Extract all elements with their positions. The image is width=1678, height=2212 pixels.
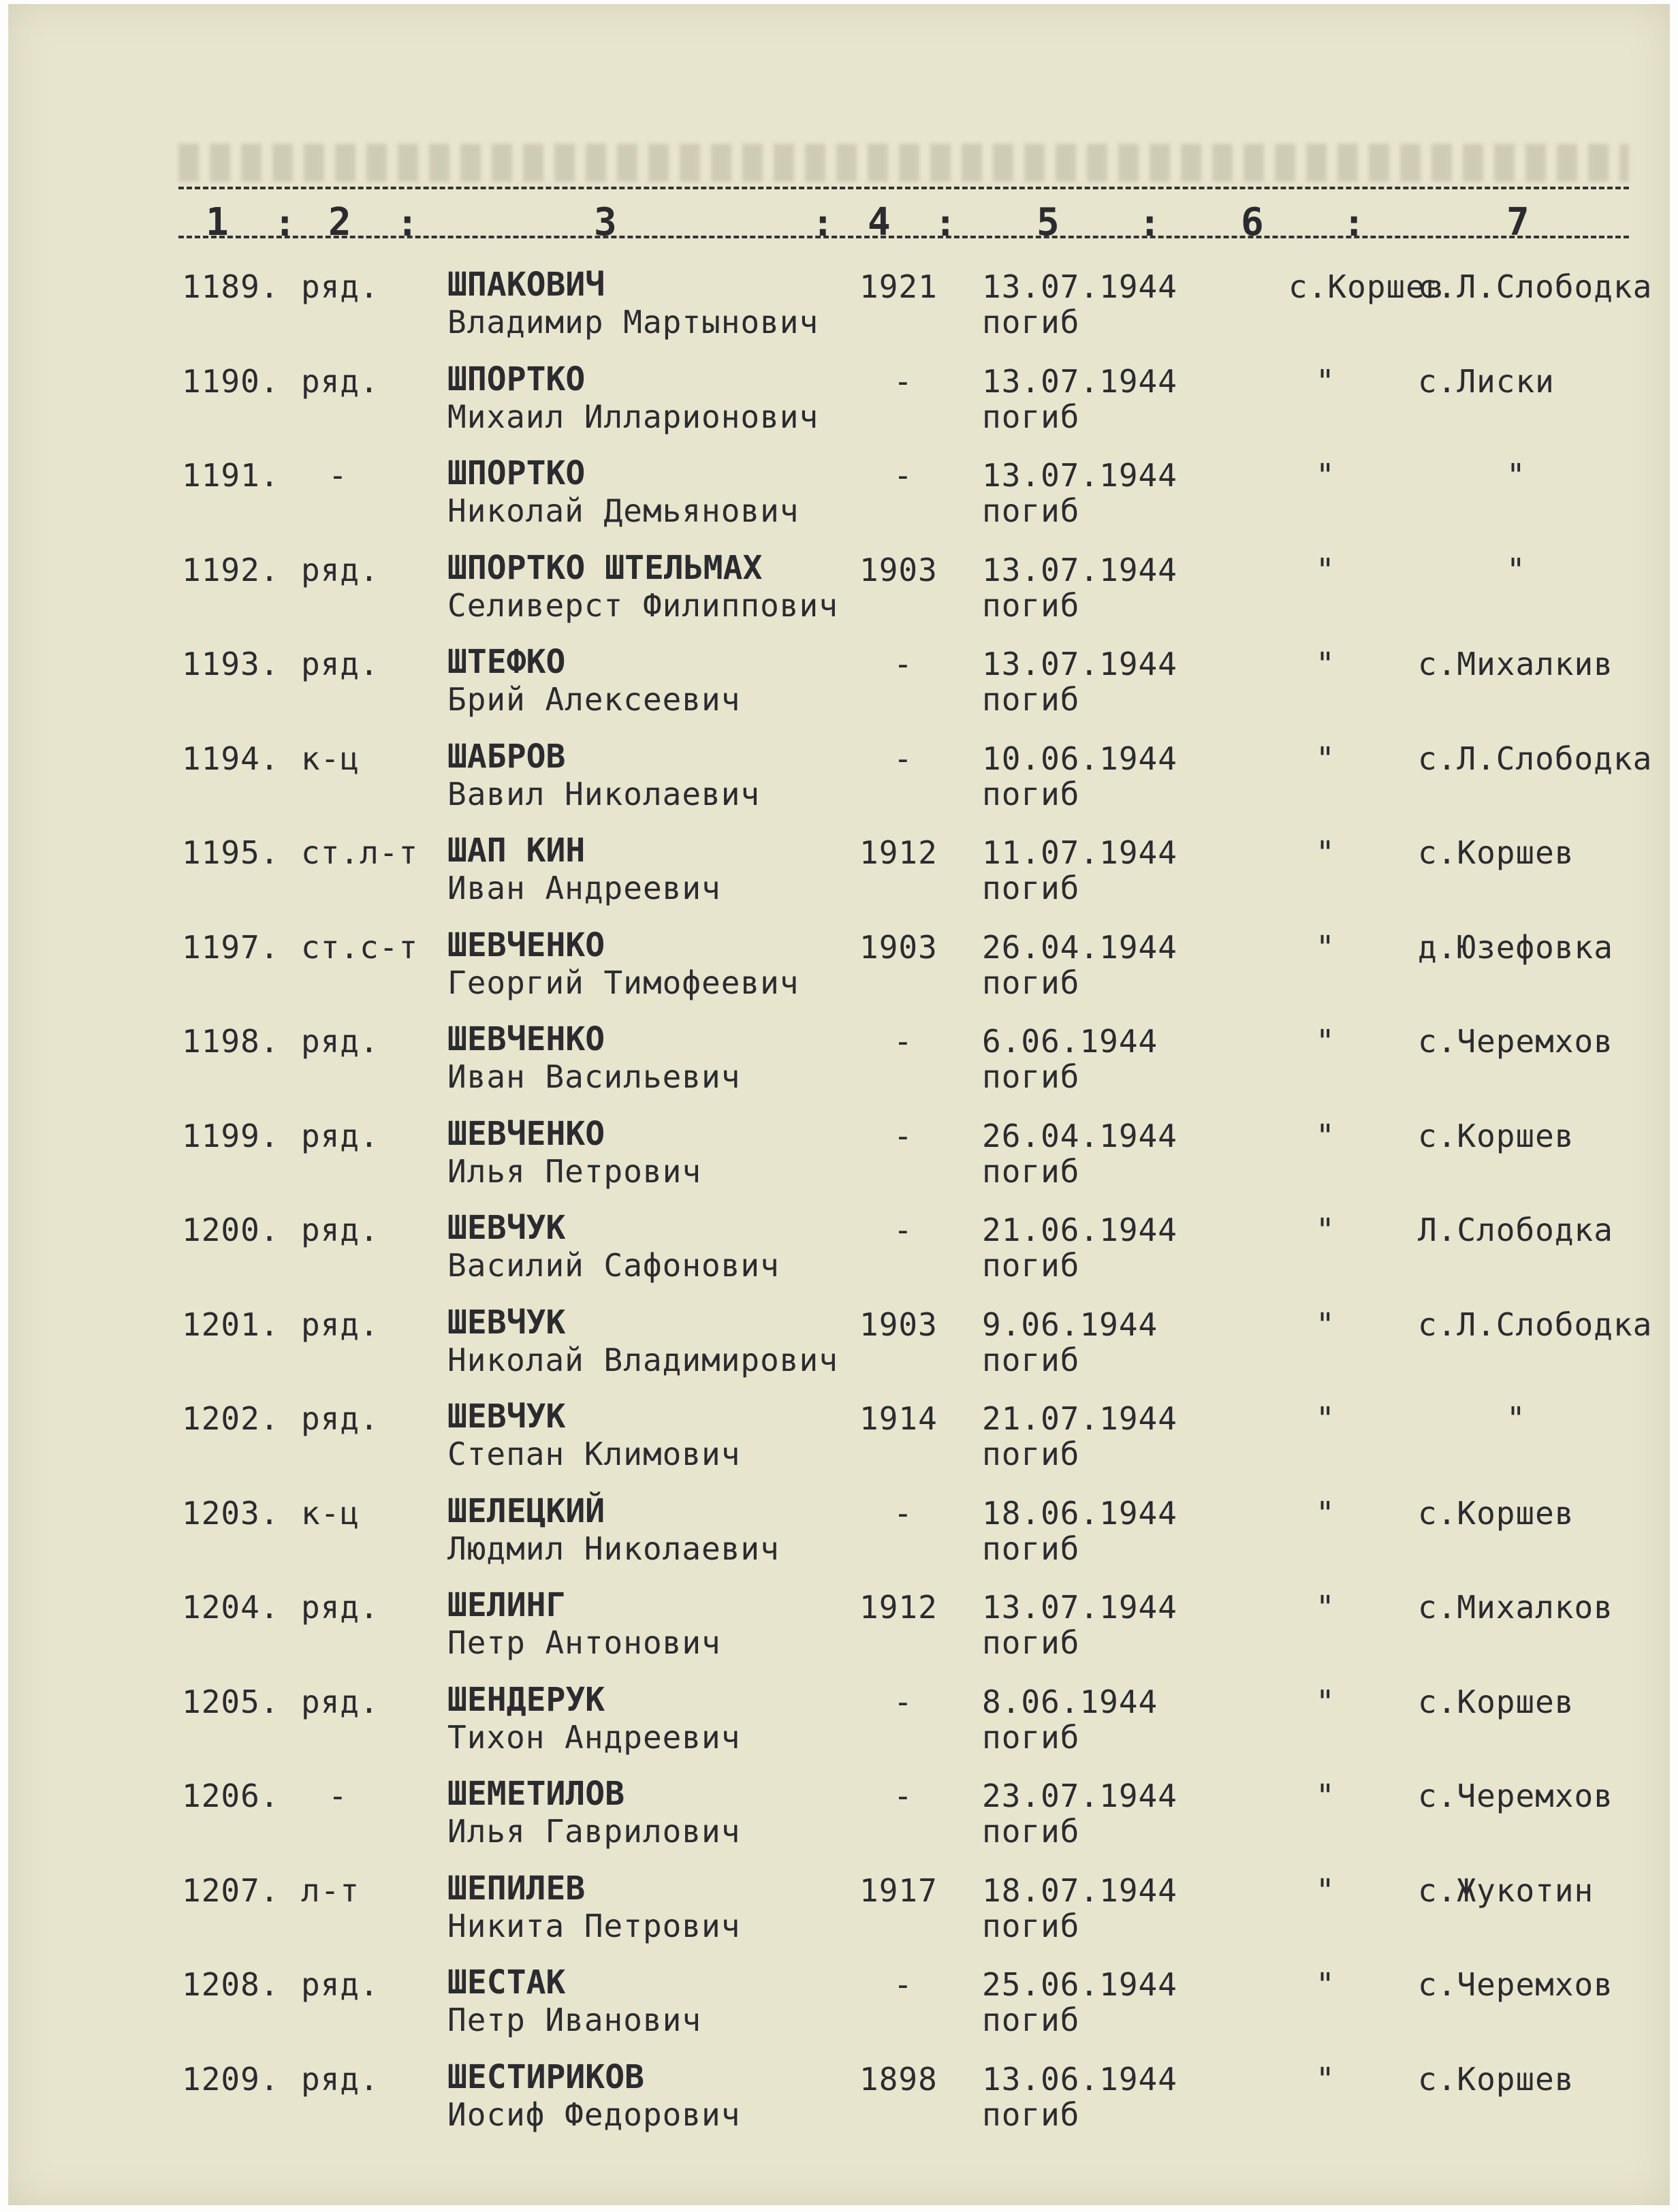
given-name: Петр Иванович: [447, 2002, 702, 2038]
status: погиб: [982, 1813, 1080, 1850]
home-village: с.Лиски: [1418, 362, 1555, 400]
burial-place: ": [1316, 1966, 1335, 2003]
status: погиб: [982, 681, 1080, 718]
death-date: 23.07.1944: [982, 1778, 1177, 1814]
status: погиб: [982, 1907, 1080, 1944]
burial-place: ": [1316, 1683, 1335, 1720]
col-header-4: 4: [868, 200, 891, 244]
rank: ряд.: [301, 551, 379, 588]
burial-place: ": [1316, 2060, 1335, 2098]
surname: ШЕВЧЕНКО: [447, 926, 605, 964]
status: погиб: [982, 492, 1080, 529]
rank: к-ц: [301, 1494, 360, 1532]
rank: ст.с-т: [301, 928, 419, 966]
row-number: 1207.: [182, 1871, 280, 1909]
burial-place: ": [1316, 834, 1335, 871]
death-date: 13.07.1944: [982, 1589, 1177, 1626]
birth-year: -: [893, 1683, 913, 1720]
home-village: с.Коршев: [1418, 834, 1574, 871]
surname: ШЕВЧУК: [447, 1397, 566, 1436]
birth-year: 1921: [859, 268, 938, 305]
rank: ряд.: [301, 2060, 379, 2098]
surname: ШПОРТКО: [447, 360, 586, 398]
col-separator: :: [396, 202, 419, 244]
surname: ШЕВЧЕНКО: [447, 1020, 605, 1058]
rank: ряд.: [301, 268, 379, 305]
status: погиб: [982, 1152, 1080, 1190]
surname: ШЕНДЕРУК: [447, 1680, 605, 1719]
given-name: Степан Климович: [447, 1436, 741, 1472]
row-number: 1200.: [182, 1212, 280, 1248]
death-date: 6.06.1944: [982, 1023, 1158, 1060]
death-date: 18.07.1944: [982, 1871, 1177, 1909]
row-number: 1191.: [182, 457, 280, 494]
death-date: 26.04.1944: [982, 1117, 1177, 1154]
burial-place: с.Коршев: [1288, 268, 1445, 305]
home-village: ": [1506, 457, 1526, 494]
status: погиб: [982, 1341, 1080, 1378]
given-name: Петр Антонович: [447, 1624, 721, 1661]
surname: ШТЕФКО: [447, 643, 566, 681]
status: погиб: [982, 2096, 1080, 2133]
given-name: Владимир Мартынович: [447, 304, 819, 341]
burial-place: ": [1316, 1871, 1335, 1909]
rank: ряд.: [301, 1589, 379, 1626]
given-name: Селиверст Филиппович: [447, 586, 838, 624]
birth-year: 1898: [859, 2060, 938, 2098]
death-date: 13.07.1944: [982, 646, 1177, 682]
burial-place: ": [1316, 1778, 1335, 1814]
surname: ШЕЛИНГ: [447, 1586, 566, 1624]
home-village: с.Жукотин: [1418, 1871, 1594, 1909]
burial-place: ": [1316, 457, 1335, 494]
death-date: 11.07.1944: [982, 834, 1177, 871]
burial-place: ": [1316, 362, 1335, 400]
home-village: с.Коршев: [1418, 1683, 1574, 1720]
rank: ряд.: [301, 1966, 379, 2003]
birth-year: 1903: [859, 1306, 938, 1343]
home-village: ": [1506, 551, 1526, 588]
col-separator: :: [812, 202, 834, 244]
burial-place: ": [1316, 1494, 1335, 1532]
given-name: Николай Владимирович: [447, 1341, 838, 1378]
burial-place: ": [1316, 740, 1335, 777]
row-number: 1189.: [182, 268, 280, 305]
rank: к-ц: [301, 740, 360, 777]
death-date: 13.07.1944: [982, 457, 1177, 494]
given-name: Людмил Николаевич: [447, 1530, 780, 1567]
status: погиб: [982, 1530, 1080, 1567]
col-separator: :: [1139, 202, 1161, 244]
surname: ШЕВЧЕНКО: [447, 1114, 605, 1153]
given-name: Иван Васильевич: [447, 1058, 741, 1095]
surname: ШЕСТАК: [447, 1963, 566, 2002]
given-name: Илья Гаврилович: [447, 1813, 741, 1850]
death-date: 13.06.1944: [982, 2060, 1177, 2098]
given-name: Иосиф Федорович: [447, 2096, 741, 2133]
surname: ШПАКОВИЧ: [447, 266, 605, 304]
row-number: 1206.: [182, 1778, 280, 1814]
given-name: Никита Петрович: [447, 1907, 741, 1944]
birth-year: 1903: [859, 928, 938, 966]
given-name: Михаил Илларионович: [447, 398, 819, 435]
birth-year: 1912: [859, 1589, 938, 1626]
surname: ШЕМЕТИЛОВ: [447, 1775, 625, 1813]
death-date: 25.06.1944: [982, 1966, 1177, 2003]
home-village: ": [1506, 1400, 1526, 1437]
surname: ШАП КИН: [447, 832, 586, 870]
birth-year: -: [893, 1212, 913, 1248]
rank: -: [328, 457, 348, 494]
col-header-2: 2: [328, 200, 351, 244]
row-number: 1208.: [182, 1966, 280, 2003]
row-number: 1204.: [182, 1589, 280, 1626]
home-village: Л.Слободка: [1418, 1212, 1613, 1248]
birth-year: -: [893, 1023, 913, 1060]
col-header-1: 1: [206, 200, 229, 244]
birth-year: -: [893, 1117, 913, 1154]
home-village: с.Коршев: [1418, 2060, 1574, 2098]
burial-place: ": [1316, 1400, 1335, 1437]
row-number: 1199.: [182, 1117, 280, 1154]
row-number: 1194.: [182, 740, 280, 777]
death-date: 13.07.1944: [982, 268, 1177, 305]
rank: ряд.: [301, 1306, 379, 1343]
death-date: 10.06.1944: [982, 740, 1177, 777]
rank: ряд.: [301, 1117, 379, 1154]
home-village: с.Л.Слободка: [1418, 268, 1653, 305]
status: погиб: [982, 1058, 1080, 1095]
birth-year: 1903: [859, 551, 938, 588]
rank: -: [328, 1778, 348, 1814]
birth-year: -: [893, 362, 913, 400]
burial-place: ": [1316, 1023, 1335, 1060]
status: погиб: [982, 1247, 1080, 1284]
rank: ряд.: [301, 1212, 379, 1248]
col-header-7: 7: [1506, 200, 1530, 244]
given-name: Тихон Андреевич: [447, 1718, 741, 1756]
status: погиб: [982, 964, 1080, 1001]
surname: ШЕСТИРИКОВ: [447, 2057, 644, 2096]
birth-year: -: [893, 1778, 913, 1814]
burial-place: ": [1316, 1589, 1335, 1626]
burial-place: ": [1316, 1117, 1335, 1154]
row-number: 1203.: [182, 1494, 280, 1532]
birth-year: 1917: [859, 1871, 938, 1909]
status: погиб: [982, 304, 1080, 341]
row-number: 1195.: [182, 834, 280, 871]
given-name: Георгий Тимофеевич: [447, 964, 800, 1001]
status: погиб: [982, 1436, 1080, 1472]
burial-place: ": [1316, 1212, 1335, 1248]
home-village: с.Михалкив: [1418, 646, 1613, 682]
status: погиб: [982, 1718, 1080, 1756]
rank: ряд.: [301, 646, 379, 682]
rank: л-т: [301, 1871, 360, 1909]
given-name: Илья Петрович: [447, 1152, 702, 1190]
header-top-rule: [178, 187, 1629, 189]
given-name: Иван Андреевич: [447, 870, 721, 906]
row-number: 1190.: [182, 362, 280, 400]
row-number: 1197.: [182, 928, 280, 966]
given-name: Вавил Николаевич: [447, 775, 761, 812]
row-number: 1205.: [182, 1683, 280, 1720]
status: погиб: [982, 870, 1080, 906]
birth-year: -: [893, 1966, 913, 2003]
death-date: 21.06.1944: [982, 1212, 1177, 1248]
burial-place: ": [1316, 646, 1335, 682]
row-number: 1209.: [182, 2060, 280, 2098]
home-village: с.Черемхов: [1418, 1966, 1613, 2003]
surname: ШЕПИЛЕВ: [447, 1869, 586, 1908]
col-header-6: 6: [1241, 200, 1264, 244]
surname: ШПОРТКО: [447, 454, 586, 492]
home-village: с.Л.Слободка: [1418, 1306, 1653, 1343]
rank: ряд.: [301, 362, 379, 400]
birth-year: -: [893, 457, 913, 494]
death-date: 13.07.1944: [982, 362, 1177, 400]
row-number: 1202.: [182, 1400, 280, 1437]
col-header-3: 3: [594, 200, 617, 244]
birth-year: -: [893, 1494, 913, 1532]
birth-year: 1912: [859, 834, 938, 871]
birth-year: -: [893, 646, 913, 682]
col-header-5: 5: [1036, 200, 1060, 244]
row-number: 1198.: [182, 1023, 280, 1060]
home-village: с.Черемхов: [1418, 1778, 1613, 1814]
death-date: 9.06.1944: [982, 1306, 1158, 1343]
burial-place: ": [1316, 928, 1335, 966]
status: погиб: [982, 2002, 1080, 2038]
surname: ШЕВЧУК: [447, 1303, 566, 1342]
home-village: с.Михалков: [1418, 1589, 1613, 1626]
surname: ШЕВЧУК: [447, 1209, 566, 1247]
col-separator: :: [1343, 202, 1365, 244]
status: погиб: [982, 398, 1080, 435]
rank: ст.л-т: [301, 834, 419, 871]
rank: ряд.: [301, 1400, 379, 1437]
col-separator: :: [274, 202, 296, 244]
row-number: 1201.: [182, 1306, 280, 1343]
burial-place: ": [1316, 551, 1335, 588]
row-number: 1192.: [182, 551, 280, 588]
surname: ШАБРОВ: [447, 737, 566, 776]
status: погиб: [982, 1624, 1080, 1661]
col-separator: :: [934, 202, 957, 244]
home-village: с.Коршев: [1418, 1117, 1574, 1154]
status: погиб: [982, 586, 1080, 624]
home-village: с.Коршев: [1418, 1494, 1574, 1532]
death-date: 21.07.1944: [982, 1400, 1177, 1437]
death-date: 26.04.1944: [982, 928, 1177, 966]
surname: ШПОРТКО ШТЕЛЬМАХ: [447, 548, 763, 587]
birth-year: -: [893, 740, 913, 777]
home-village: с.Черемхов: [1418, 1023, 1613, 1060]
death-date: 13.07.1944: [982, 551, 1177, 588]
rank: ряд.: [301, 1683, 379, 1720]
document-page: [8, 4, 1670, 2205]
given-name: Василий Сафонович: [447, 1247, 780, 1284]
death-date: 18.06.1944: [982, 1494, 1177, 1532]
surname: ШЕЛЕЦКИЙ: [447, 1491, 605, 1530]
birth-year: 1914: [859, 1400, 938, 1437]
death-date: 8.06.1944: [982, 1683, 1158, 1720]
row-number: 1193.: [182, 646, 280, 682]
ghost-print-strip: [178, 144, 1629, 182]
home-village: д.Юзефовка: [1418, 928, 1613, 966]
given-name: Николай Демьянович: [447, 492, 800, 529]
rank: ряд.: [301, 1023, 379, 1060]
home-village: с.Л.Слободка: [1418, 740, 1653, 777]
status: погиб: [982, 775, 1080, 812]
burial-place: ": [1316, 1306, 1335, 1343]
given-name: Брий Алексеевич: [447, 681, 741, 718]
